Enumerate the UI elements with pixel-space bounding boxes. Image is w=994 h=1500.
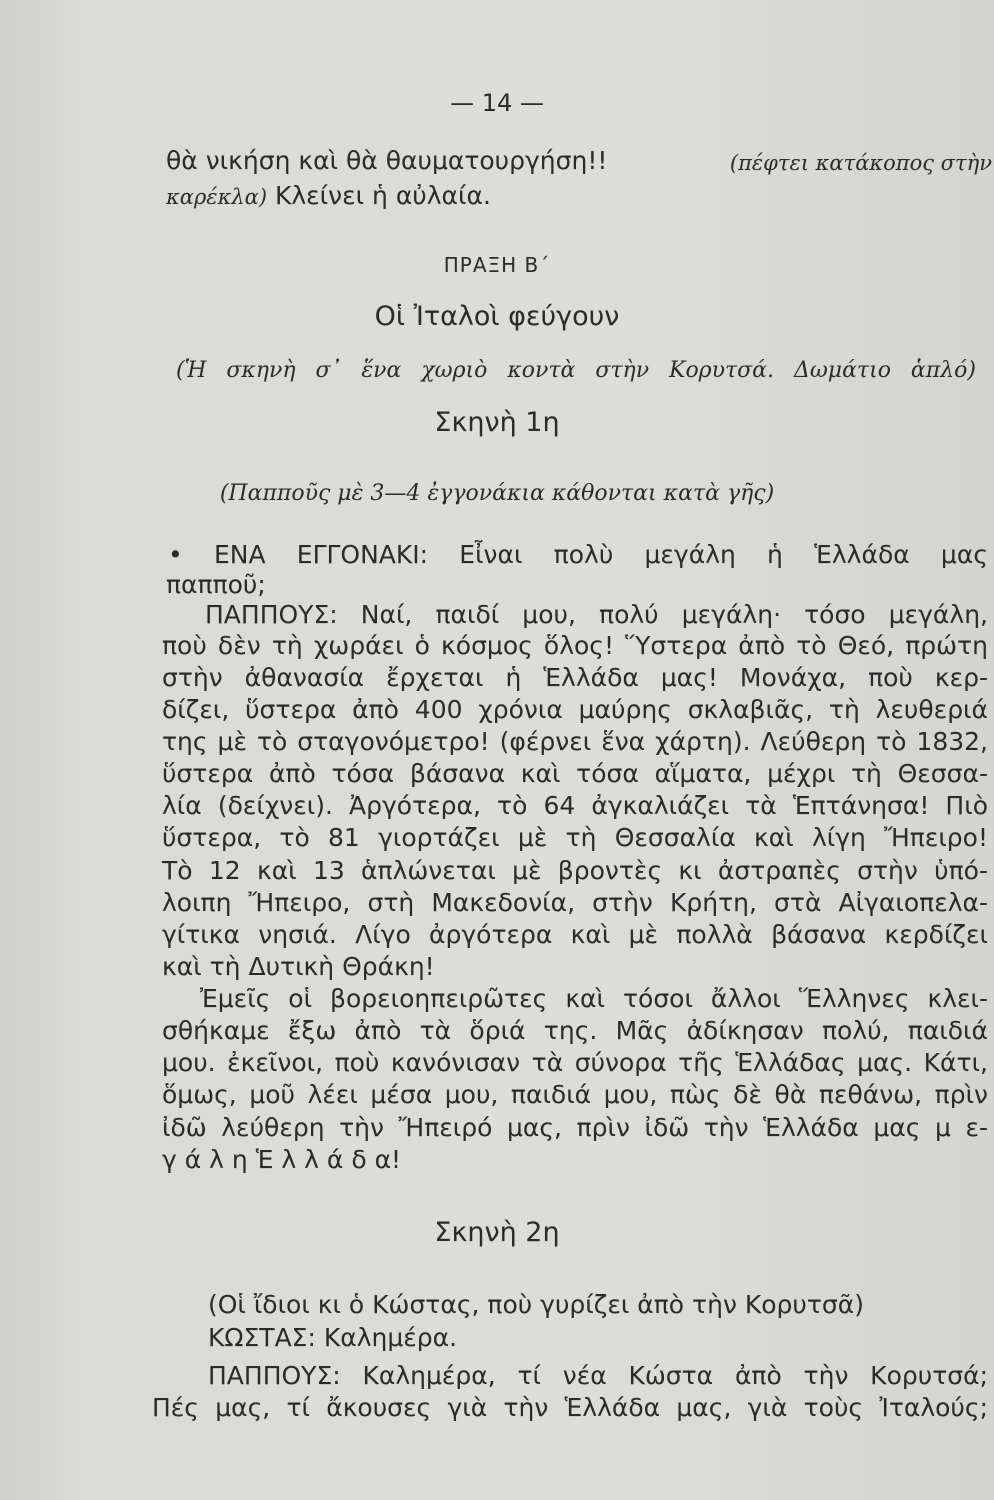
scene-1-heading: Σκηνὴ 1η [434, 407, 560, 438]
scene-2-heading: Σκηνὴ 2η [434, 1217, 560, 1248]
dialogue-line: γ ά λ η Ἑ λ λ ά δ α! [162, 1145, 402, 1174]
stage-direction-2: καρέκλα) [166, 185, 268, 209]
dialogue-line: καὶ τὴ Δυτικὴ Θράκη! [162, 952, 435, 981]
dialogue-line: ἰδῶ λεύθερη τὴν Ἤπειρό μας, πρὶν ἰδῶ τὴν Ἑλλάδα μας μ ε- [162, 1113, 988, 1142]
page-number: — 14 — [450, 89, 544, 117]
dialogue-line: ὕστερα, τὸ 81 γιορτάζει μὲ τὴ Θεσσαλία καὶ λίγη Ἤπειρο! [162, 823, 988, 852]
dialogue-line: μου. ἐκεῖνοι, ποὺ κανόνισαν τὰ σύνορα τῆς Ἑλλάδας μας. Κάτι, [162, 1048, 988, 1077]
intro-line-2 [166, 181, 491, 212]
act-heading: ΠΡΑΞΗ Β΄ [443, 253, 551, 277]
dialogue-line: (Οἱ ἴδιοι κι ὁ Κώστας, ποὺ γυρίζει ἀπὸ τὴν Κορυτσᾶ) [208, 1290, 865, 1319]
stage-direction-1: (πέφτει κατάκοπος στὴν [729, 151, 992, 175]
intro-text-2: Κλείνει ἡ αὐλαία. [274, 181, 491, 210]
dialogue-line: γίτικα νησιά. Λίγο ἀργότερα καὶ μὲ πολλὰ βάσανα κερδίζει [162, 920, 988, 949]
dialogue-line: λία (δείχνει). Ἀργότερα, τὸ 64 ἀγκαλιάζει τὰ Ἑπτάνησα! Πιὸ [162, 791, 988, 820]
intro-text-1: θὰ νικήση καὶ θὰ θαυματουργήση!! [166, 146, 608, 175]
setting-direction: (Ἡ σκηνὴ σ᾽ ἕνα χωριὸ κοντὰ στὴν Κορυτσά. Δωμάτιο ἁπλό) [176, 358, 976, 383]
dialogue-line: • ΕΝΑ ΕΓΓΟΝΑΚΙ: Εἶναι πολὺ μεγάλη ἡ Ἑλλάδα μας [168, 540, 988, 569]
act-title: Οἱ Ἰταλοὶ φεύγουν [374, 301, 620, 332]
dialogue-line: στὴν ἀθανασία ἔρχεται ἡ Ἑλλάδα μας! Μονάχα, ποὺ κερ- [162, 663, 988, 692]
dialogue-line: λοιπη Ἤπειρο, στὴ Μακεδονία, στὴν Κρήτη, στὰ Αἰγαιοπελα- [162, 888, 988, 917]
dialogue-line: Πές μας, τί ἄκουσες γιὰ τὴν Ἑλλάδα μας, γιὰ τοὺς Ἰταλούς; [152, 1393, 988, 1422]
dialogue-line: ὕστερα ἀπὸ τόσα βάσανα καὶ τόσα αἵματα, μέχρι τὴ Θεσσα- [162, 759, 988, 788]
dialogue-line: ΚΩΣΤΑΣ: Καλημέρα. [208, 1323, 458, 1352]
dialogue-line: ποὺ δὲν τὴ χωράει ὁ κόσμος ὅλος! Ὕστερα ἀπὸ τὸ Θεό, πρώτη [162, 631, 988, 660]
dialogue-line: ὅμως, μοῦ λέει μέσα μου, παιδιά μου, πὼς δὲ θὰ πεθάνω, πρὶν [162, 1080, 988, 1109]
dialogue-line: Τὸ 12 καὶ 13 ἁπλώνεται μὲ βροντὲς κι ἀστραπὲς στὴν ὑπό- [162, 856, 988, 885]
dialogue-line: Ἐμεῖς οἱ βορειοηπειρῶτες καὶ τόσοι ἄλλοι Ἕλληνες κλει- [200, 984, 988, 1013]
scene-1-direction: (Παπποῦς μὲ 3—4 ἐγγονάκια κάθονται κατὰ γῆς) [219, 481, 775, 506]
dialogue-line: σθήκαμε ἔξω ἀπὸ τὰ ὅριά της. Μᾶς ἀδίκησαν πολύ, παιδιά [162, 1016, 988, 1045]
dialogue-line: παπποῦ; [166, 570, 266, 599]
dialogue-line: ΠΑΠΠΟΥΣ: Καλημέρα, τί νέα Κώστα ἀπὸ τὴν Κορυτσά; [208, 1361, 988, 1390]
dialogue-line: δίζει, ὕστερα ἀπὸ 400 χρόνια μαύρης σκλαβιᾶς, τὴ λευθεριά [162, 695, 988, 724]
dialogue-line: ΠΑΠΠΟΥΣ: Ναί, παιδί μου, πολύ μεγάλη· τόσο μεγάλη, [205, 600, 988, 629]
dialogue-line: της μὲ τὸ σταγονόμετρο! (φέρνει ἕνα χάρτη). Λεύθερη τὸ 1832, [162, 727, 988, 756]
intro-line-1 [166, 146, 992, 176]
